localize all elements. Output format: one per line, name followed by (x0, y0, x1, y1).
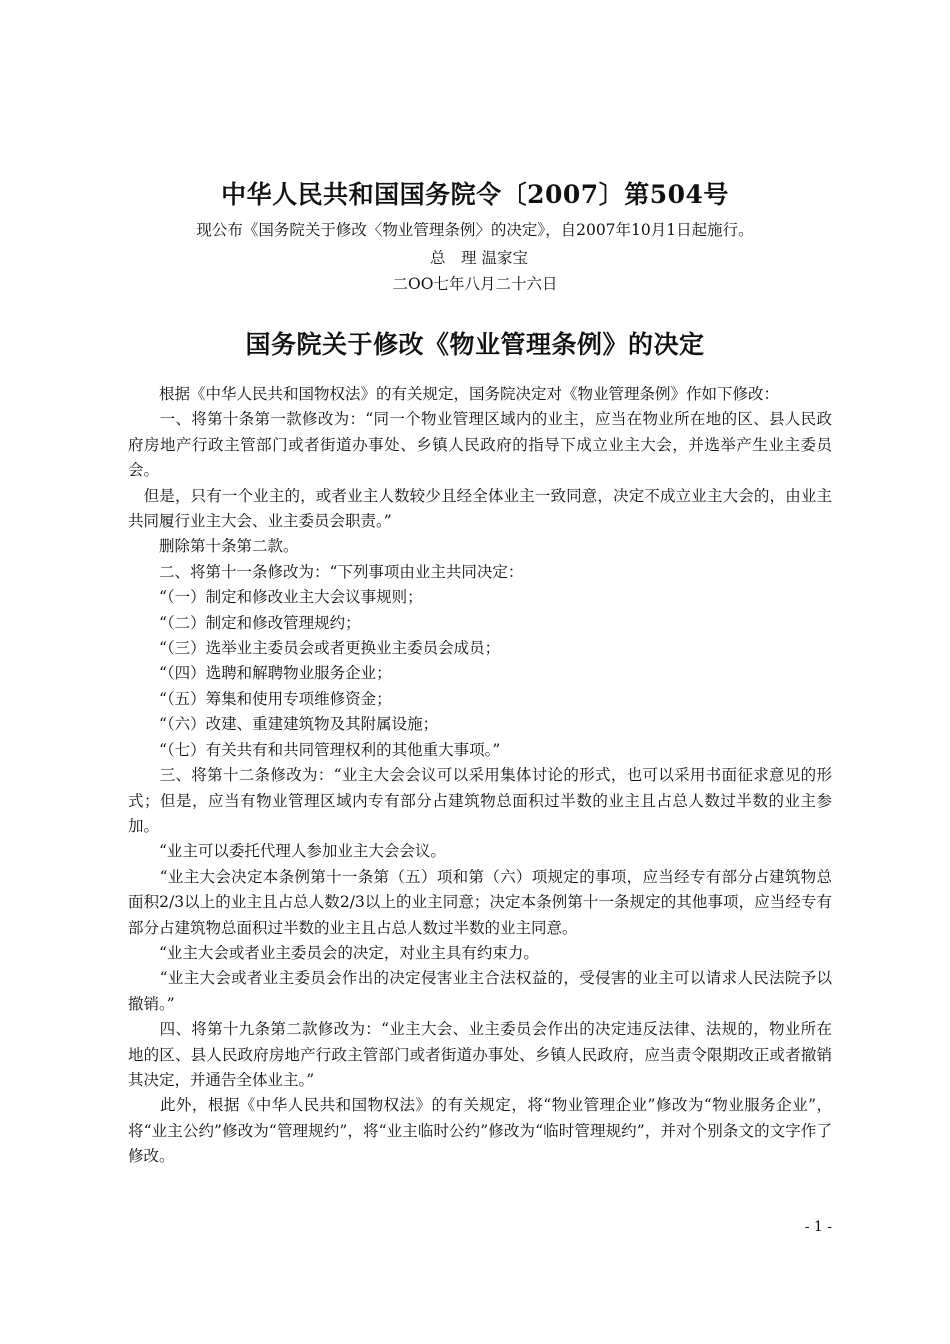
paragraph: “（二）制定和修改管理规约； (128, 613, 361, 632)
promulgation-text: 现公布《国务院关于修改〈物业管理条例〉的决定》，自2007年10月1日起施行。 (196, 221, 754, 239)
paragraph: 删除第十条第二款。 (128, 537, 299, 556)
paragraph: 此外，根据《中华人民共和国物权法》的有关规定，将“物业管理企业”修改为“物业服务企业”，将“业主公约”修改为“管理规约”，将“业主临时公约”修改为“临时管理规约”，并对个别条文的文字作了修改。 (128, 1096, 832, 1166)
paragraph: 但是，只有一个业主的，或者业主人数较少且经全体业主一致同意，决定不成立业主大会的，由业主共同履行业主大会、业主委员会职责。” (128, 486, 832, 531)
paragraph: “（六）改建、重建建筑物及其附属设施； (128, 715, 439, 734)
paragraph: “业主大会或者业主委员会作出的决定侵害业主合法权益的，受侵害的业主可以请求人民法院予以撤销。” (128, 969, 832, 1013)
paragraph: “业主大会或者业主委员会的决定，对业主具有约束力。 (128, 943, 539, 962)
paragraph: “（七）有关共有和共同管理权利的其他重大事项。” (128, 740, 501, 759)
paragraph: 四、将第十九条第二款修改为：“业主大会、业主委员会作出的决定违反法律、法规的，物业所在地的区、县人民政府房地产行政主管部门或者街道办事处、乡镇人民政府，应当责令限期改正或者撤销其决定，并通告全体业主。” (128, 1020, 832, 1089)
paragraph: 一、将第十条第一款修改为：“同一个物业管理区域内的业主，应当在物业所在地的区、县人民政府房地产行政主管部门或者街道办事处、乡镇人民政府的指导下成立业主大会，并选举产生业主委员会。 (128, 410, 832, 480)
paragraph: “（四）选聘和解聘物业服务企业； (128, 664, 392, 683)
paragraph: 三、将第十二条修改为：“业主大会会议可以采用集体讨论的形式，也可以采用书面征求意见的形式；但是，应当有物业管理区域内专有部分占建筑物总面积过半数的业主且占总人数过半数的业主参加。 (128, 766, 832, 835)
page-number: - 1 - (804, 1219, 832, 1235)
issue-date: 二OO七年八月二十六日 (392, 275, 558, 293)
paragraph: “（三）选举业主委员会或者更换业主委员会成员； (128, 639, 501, 658)
paragraph: 二、将第十一条修改为：“下列事项由业主共同决定： (128, 562, 524, 581)
signatory: 总 理 温家宝 (430, 249, 528, 267)
decision-body (128, 382, 832, 1170)
order-title: 中华人民共和国国务院令〔2007〕第504号 (221, 180, 729, 209)
paragraph: “（一）制定和修改业主大会议事规则； (128, 588, 423, 607)
paragraph: “业主可以委托代理人参加业主大会会议。 (128, 842, 446, 861)
paragraph: “（五）筹集和使用专项维修资金； (128, 689, 392, 708)
paragraph: 根据《中华人民共和国物权法》的有关规定，国务院决定对《物业管理条例》作如下修改： (128, 385, 780, 403)
decision-title: 国务院关于修改《物业管理条例》的决定 (245, 330, 705, 359)
paragraph: “业主大会决定本条例第十一条第（五）项和第（六）项规定的事项，应当经专有部分占建筑物总面积2/3以上的业主且占总人数2/3以上的业主同意；决定本条例第十一条规定的其他事项，应当经专有部分占建筑物总面积过半数的业主且占总人数过半数的业主同意。 (128, 867, 832, 937)
